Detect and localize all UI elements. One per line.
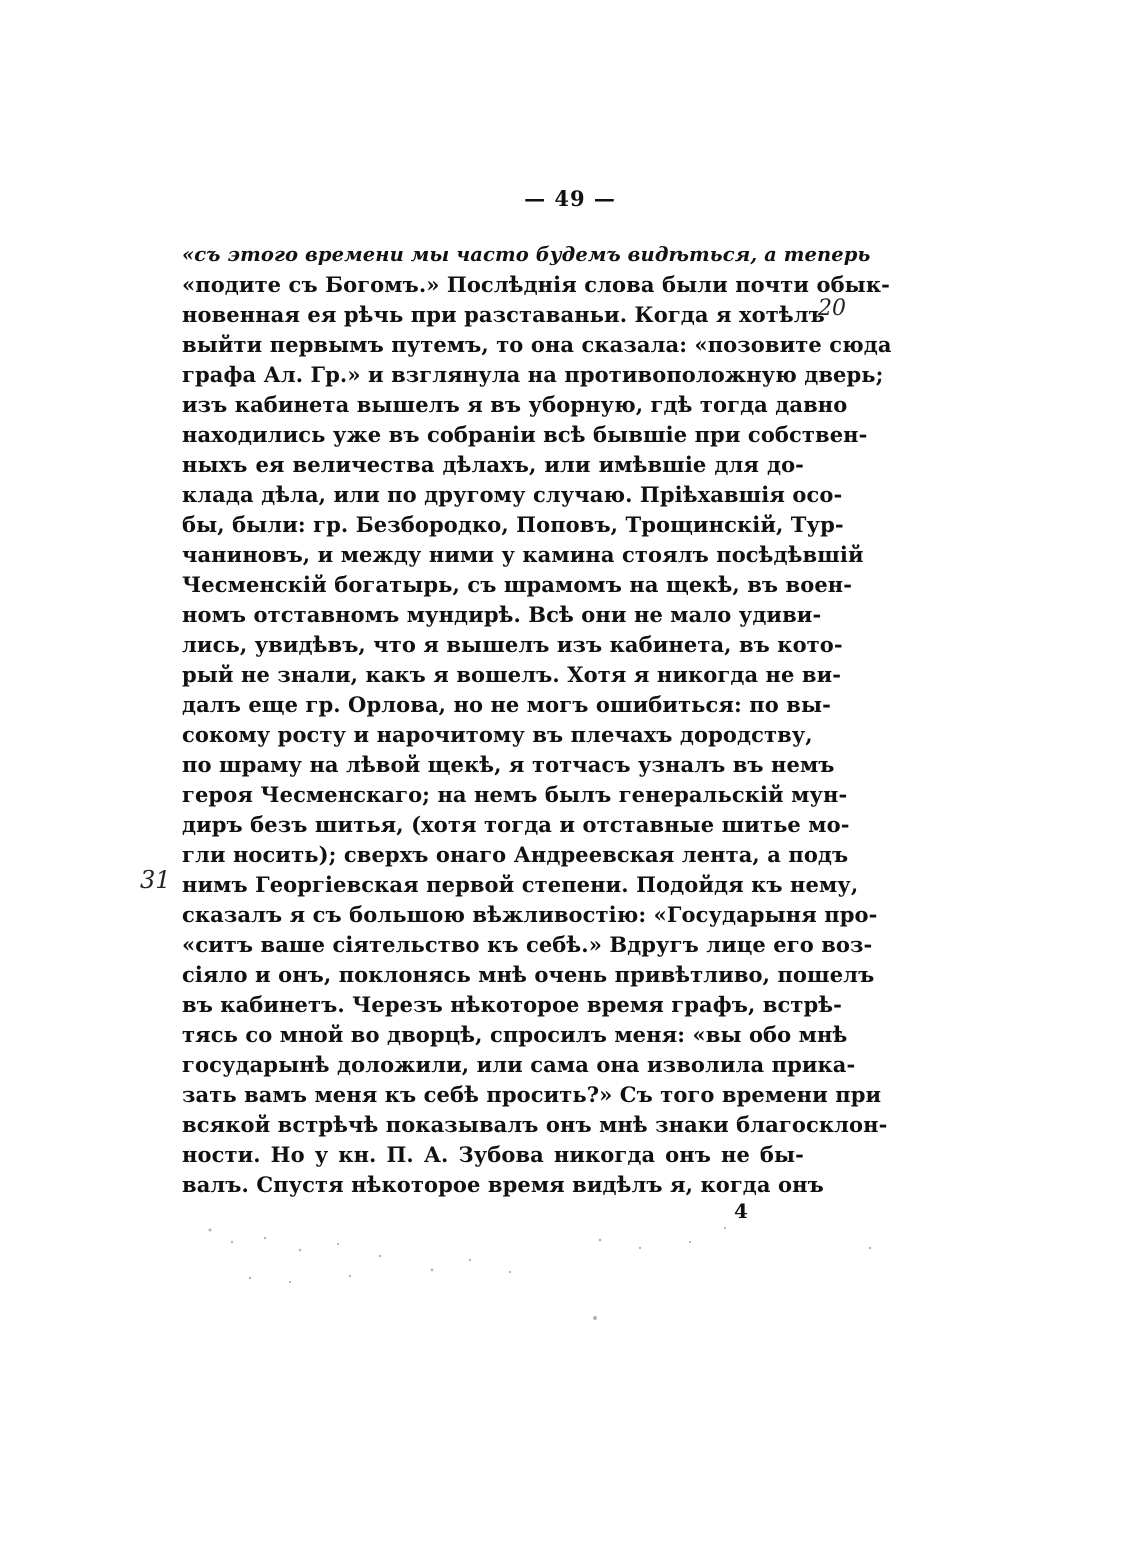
text-line: диръ безъ шитья, (хотя тогда и отставные шитье мо- [182,812,850,837]
text-line: новенная ея рѣчь при разставаньи. Когда я хотѣлъ [182,302,825,327]
text-line: всякой встрѣчѣ показывалъ онъ мнѣ знаки благосклон- [182,1112,888,1137]
text-line: государынѣ доложили, или сама она изволила прика- [182,1052,856,1077]
text-line: чаниновъ, и между ними у камина стоялъ посѣдѣвшій [182,542,864,567]
text-line: сіяло и онъ, поклонясь мнѣ очень привѣтливо, пошелъ [182,962,875,987]
margin-note-left: 31 [140,866,171,894]
text-line: находились уже въ собраніи всѣ бывшіе при собствен- [182,422,868,447]
text-line: сказалъ я съ большою вѣжливостію: «Государыня про- [182,902,878,927]
text-line: героя Чесменскаго; на немъ былъ генеральскій мун- [182,782,848,807]
text-line: валъ. Спустя нѣкоторое время видѣлъ я, когда онъ [182,1172,824,1197]
text-line: клада дѣла, или по другому случаю. Пріѣхавшія осо- [182,482,843,507]
text-line: Чесменскій богатырь, съ шрамомъ на щекѣ, въ воен- [182,572,853,597]
text-line: номъ отставномъ мундирѣ. Всѣ они не мало удиви- [182,602,822,627]
text-line: выйти первымъ путемъ, то она сказала: «позовите сюда [182,332,892,357]
faint-scribble-marks [170,1220,930,1330]
text-line: въ кабинетъ. Черезъ нѣкоторое время графъ, встрѣ- [182,992,842,1017]
text-line: нимъ Георгіевская первой степени. Подойдя къ нему, [182,872,859,897]
text-line: тясь со мной во дворцѣ, спросилъ меня: «вы обо мнѣ [182,1022,848,1047]
text-line: «подите съ Богомъ.» Послѣднія слова были почти обык- [182,272,890,297]
text-line: рый не знали, какъ я вошелъ. Хотя я никогда не ви- [182,662,842,687]
text-line: изъ кабинета вышелъ я въ уборную, гдѣ тогда давно [182,392,848,417]
text-line: ныхъ ея величества дѣлахъ, или имѣвшіе для до- [182,452,804,477]
text-line: гли носить); сверхъ онаго Андреевская лента, а подъ [182,842,849,867]
text-line: «ситъ ваше сіятельство къ себѣ.» Вдругъ лице его воз- [182,932,873,957]
text-line: графа Ал. Гр.» и взглянула на противоположную дверь; [182,362,884,387]
text-line: «съ этого времени мы часто будемъ видѣться, а теперь [182,243,871,266]
text-line: ности. Но у кн. П. А. Зубова никогда онъ не бы- [182,1142,804,1167]
text-line: сокому росту и нарочитому въ плечахъ дородству, [182,722,813,747]
margin-note-right: 20 [818,296,846,321]
text-line: зать вамъ меня къ себѣ просить?» Съ того времени при [182,1082,882,1107]
text-line: лись, увидѣвъ, что я вышелъ изъ кабинета, въ кото- [182,632,843,657]
signature-mark: 4 [734,1199,748,1223]
text-line: по шраму на лѣвой щекѣ, я тотчасъ узналъ въ немъ [182,752,835,777]
text-line: далъ еще гр. Орлова, но не могъ ошибиться: по вы- [182,692,831,717]
page-number: — 49 — [524,186,616,211]
text-line: бы, были: гр. Безбородко, Поповъ, Трощинскій, Тур- [182,512,844,537]
